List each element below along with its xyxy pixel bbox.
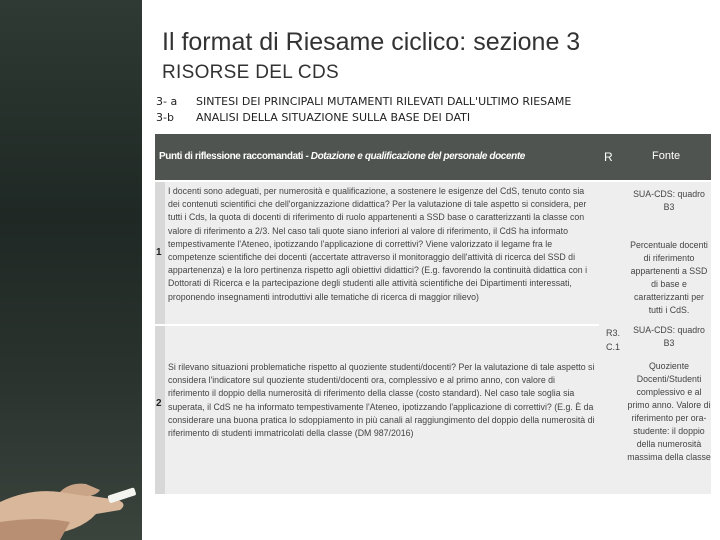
- slide-subtitle: RISORSE DEL CDS: [162, 62, 339, 83]
- section-codes: [156, 94, 177, 126]
- r-value: R3. C.1: [605, 328, 620, 352]
- row-number: 2: [156, 398, 162, 409]
- section-desc-a: SINTESI DEI PRINCIPALI MUTAMENTI RILEVATI DALL'ULTIMO RIESAME: [196, 95, 572, 108]
- review-table: [155, 134, 711, 494]
- section-desc-b: ANALISI DELLA SITUAZIONE SULLA BASE DEI DATI: [196, 111, 471, 124]
- table-header: [155, 134, 711, 180]
- section-descriptions: [196, 94, 571, 126]
- chalkboard-side-image: [0, 0, 142, 540]
- question-text: Si rilevano situazioni problematiche rispetto al quoziente studenti/docenti? Per la valutazione di tale aspetto si considera l'indicatore sul quoziente studenti/docenti ora, complessivo e al primo anno, con valore di riferimento il doppio della numerosità di riferimento della classe (costo standard). Nel caso tale soglia sia superata, il CdS ne ha informato tempestivamente l'Ateneo, ipotizzando l'applicazione di correttivi? (E.g. È da considerare una buona pratica lo sdoppiamento in più canali al raggiungimento del doppio della numerosità di riferimento di studenti immatricolati della classe (DM 987/2016): [168, 362, 595, 439]
- section-code-b: 3-b: [156, 111, 174, 124]
- header-prefix: Punti di riflessione raccomandati -: [159, 151, 311, 162]
- table-row-question: [165, 182, 599, 324]
- r-cell: [599, 182, 627, 494]
- row-number: 1: [156, 247, 162, 258]
- fonte-source: Percentuale docenti di riferimento appartenenti a SSD di base e caratterizzanti per tutti i CdS.: [630, 240, 708, 315]
- fonte-source: SUA-CDS: quadro B3: [633, 325, 705, 348]
- row-number-cell: [155, 326, 165, 494]
- table-row-question: [165, 326, 599, 494]
- header-r: R: [604, 150, 613, 164]
- header-fonte: Fonte: [652, 150, 681, 162]
- question-text: I docenti sono adeguati, per numerosità e qualificazione, a sostenere le esigenze del CdS, tenuto conto sia dei contenuti scientifici che dell'organizzazione didattica? Per la valutazione di tale aspetto si considera, per tutti i Cds, la quota di docenti di riferimento di ruolo appartenenti a SSD base o caratterizzanti la classe con valore di riferimento a 2/3. Nel caso tali quote siano inferiori al valore di riferimento, il CdS ha informato tempestivamente l'Ateneo, ipotizzando l'applicazione di correttivi? Viene valorizzato il legame fra le competenze scientifiche dei docenti (accertate attraverso il monitoraggio dell'attività di ricerca del SSD di appartenenza) e la loro pertinenza rispetto agli obiettivi didattici? (E.g. favorendo la continuità didattica con i Dottorati di Ricerca e la partecipazione degli studenti alle attività scientifiche dei Dipartimenti interessati, proponendo insegnamenti introduttivi alle tematiche di ricerca di maggior rilievo): [168, 186, 588, 302]
- fonte-source: SUA-CDS: quadro B3: [633, 189, 705, 212]
- row-number-cell: [155, 182, 165, 324]
- header-recommended-points: [159, 151, 525, 162]
- header-emphasis: Dotazione e qualificazione del personale docente: [310, 151, 525, 162]
- slide-title: Il format di Riesame ciclico: sezione 3: [162, 28, 581, 56]
- fonte-source: Quoziente Docenti/Studenti complessivo e al primo anno. Valore di riferimento per ora-studente: il doppio della numerosità massima della classe: [627, 361, 711, 462]
- section-code-a: 3- a: [156, 95, 178, 108]
- chalk-hand-illustration: [0, 440, 142, 540]
- fonte-cell: [627, 182, 711, 494]
